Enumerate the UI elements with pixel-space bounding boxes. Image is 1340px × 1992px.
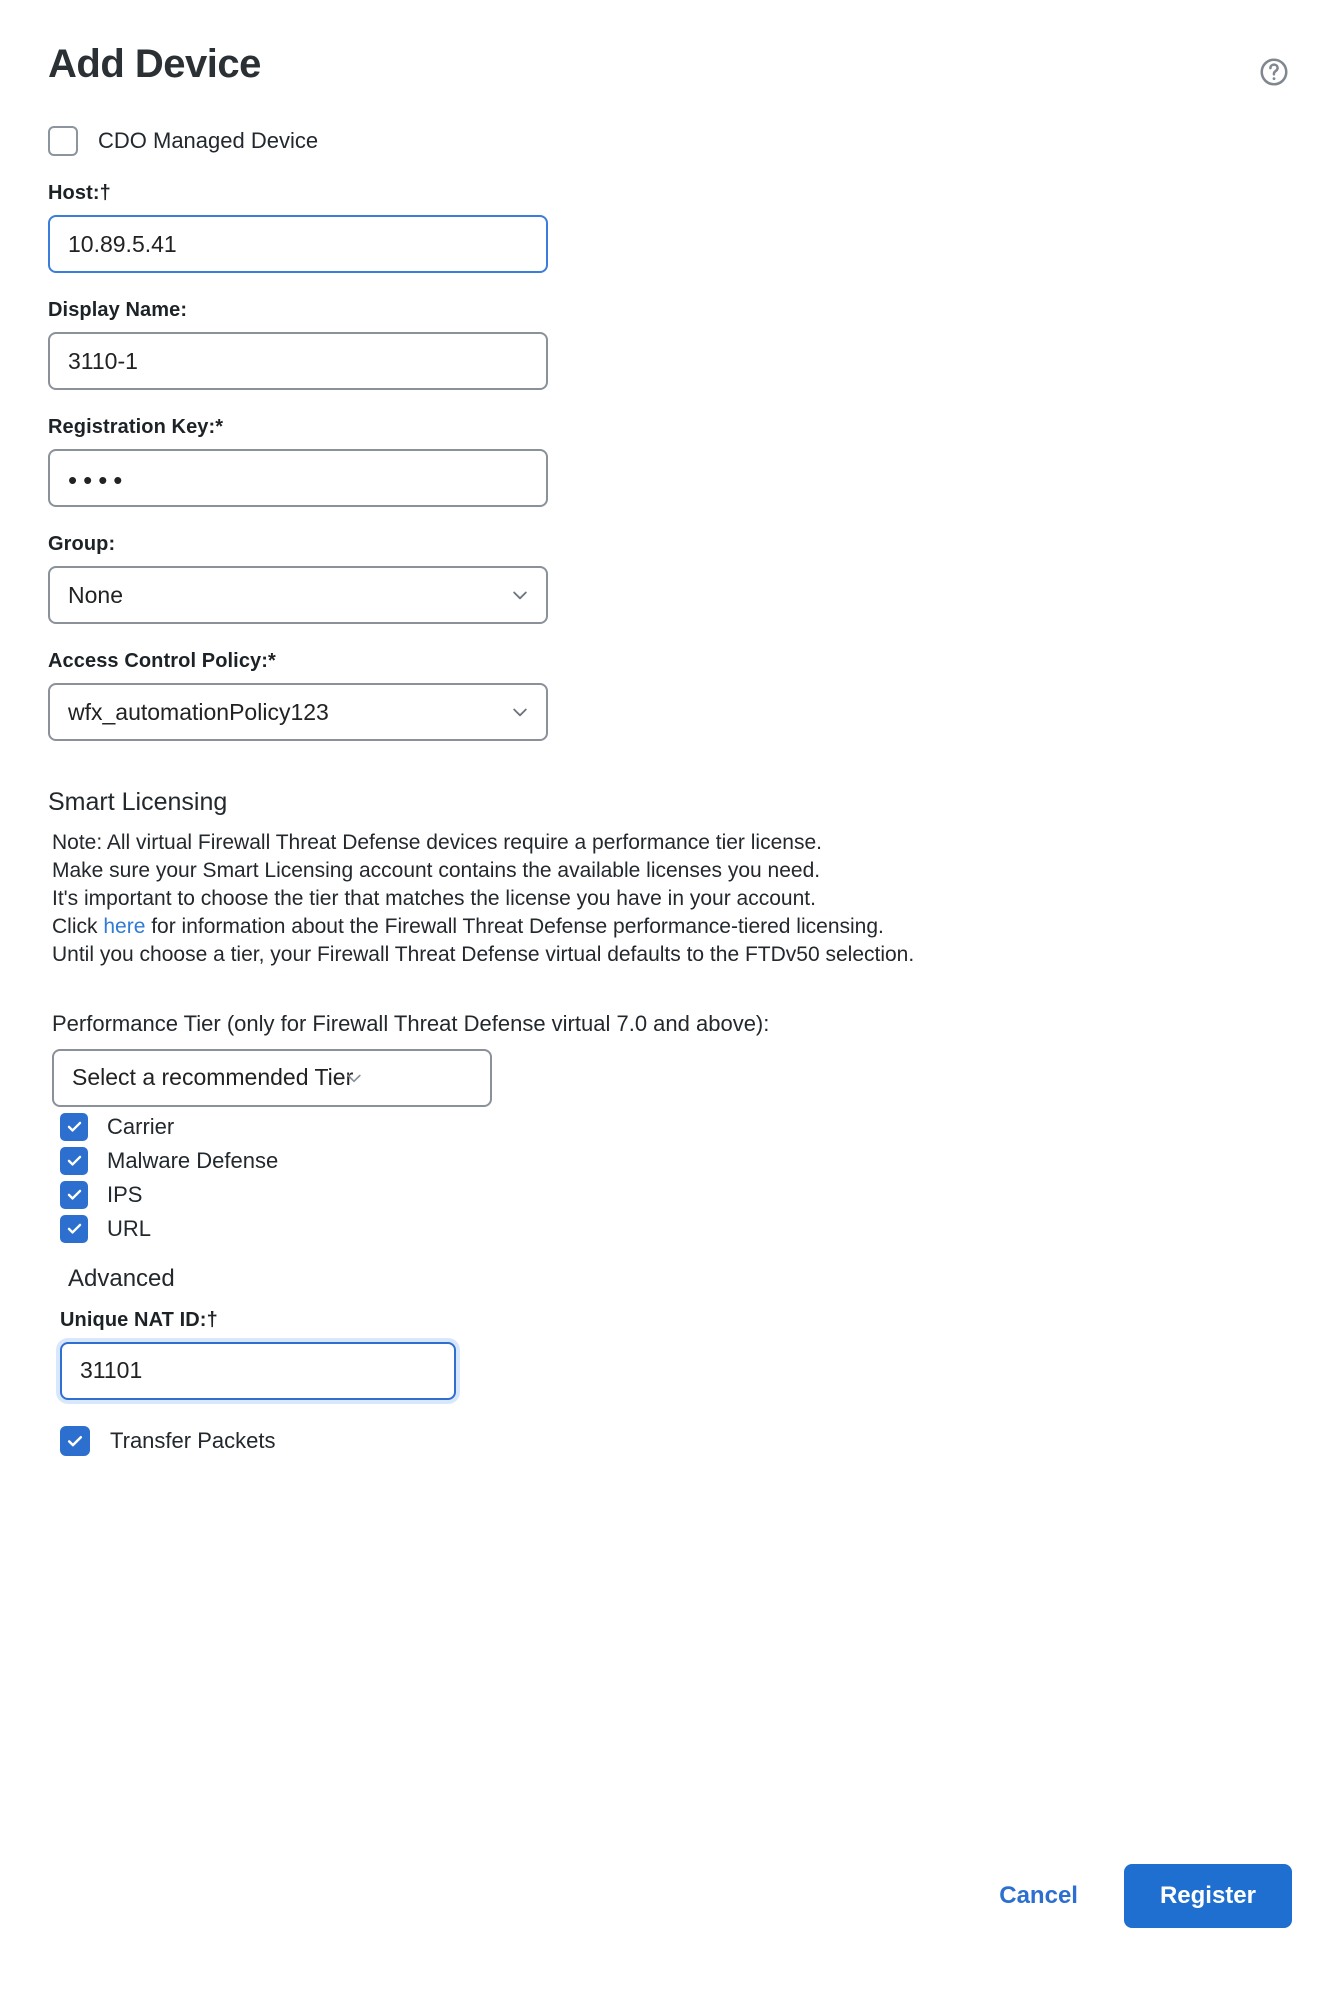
dialog-body (0, 126, 1340, 1456)
carrier-label: Carrier (107, 1113, 175, 1139)
transfer-packets-checkbox[interactable] (60, 1426, 90, 1456)
group-select-wrap (48, 566, 548, 624)
access-control-policy-label: Access Control Policy:* (48, 650, 276, 672)
note-click-suffix: for information about the Firewall Threat Defense performance-tiered licensing. (145, 914, 884, 938)
license-item-carrier[interactable] (60, 1113, 1292, 1141)
malware-defense-label: Malware Defense (107, 1147, 279, 1173)
performance-tier-label: Performance Tier (only for Firewall Threat Defense virtual 7.0 and above): (52, 1010, 770, 1036)
malware-defense-checkbox[interactable] (60, 1147, 88, 1175)
transfer-packets-label: Transfer Packets (110, 1427, 276, 1453)
dialog-header (0, 0, 1340, 88)
register-button[interactable]: Register (1124, 1864, 1292, 1928)
group-field-group (48, 533, 1292, 624)
transfer-packets-row[interactable] (48, 1426, 1292, 1456)
display-name-field-group (48, 299, 1292, 390)
unique-nat-id-label: Unique NAT ID:† (60, 1308, 218, 1331)
access-control-policy-select[interactable]: wfx_automationPolicy123 (48, 683, 548, 741)
license-item-url[interactable] (60, 1215, 1292, 1243)
note-line-1: Note: All virtual Firewall Threat Defense devices require a performance tier license. (52, 831, 822, 854)
host-field-group (48, 182, 1292, 273)
unique-nat-id-input[interactable] (60, 1342, 456, 1400)
registration-key-field-group (48, 416, 1292, 507)
unique-nat-id-field-group (48, 1309, 1292, 1400)
note-line-2: Make sure your Smart Licensing account contains the available licenses you need. (52, 858, 821, 882)
cdo-managed-device-label: CDO Managed Device (98, 128, 319, 153)
registration-key-input[interactable] (48, 449, 548, 507)
ips-label: IPS (107, 1181, 143, 1207)
performance-tiered-licensing-link[interactable]: here (103, 914, 146, 938)
performance-tier-select[interactable]: Select a recommended Tier (52, 1049, 492, 1107)
cancel-button[interactable]: Cancel (995, 1874, 1082, 1918)
host-input[interactable] (48, 215, 548, 273)
url-checkbox[interactable] (60, 1215, 88, 1243)
url-label: URL (107, 1215, 152, 1241)
ips-checkbox[interactable] (60, 1181, 88, 1209)
carrier-checkbox[interactable] (60, 1113, 88, 1141)
page-title: Add Device (48, 42, 261, 86)
note-line-5: Until you choose a tier, your Firewall Threat Defense virtual defaults to the FTDv50 selection. (52, 942, 915, 966)
help-circle-icon[interactable] (1258, 56, 1290, 88)
cdo-managed-device-checkbox[interactable] (48, 126, 78, 156)
registration-key-label: Registration Key:* (48, 416, 224, 438)
cdo-managed-device-row[interactable] (48, 126, 1292, 156)
advanced-section-toggle[interactable]: Advanced (68, 1264, 175, 1292)
access-control-policy-field-group (48, 650, 1292, 741)
performance-tier-select-wrap (52, 1049, 492, 1107)
license-item-malware-defense[interactable] (60, 1147, 1292, 1175)
license-checkbox-list (48, 1113, 1292, 1243)
note-line-3: It's important to choose the tier that matches the license you have in your account. (52, 886, 816, 910)
performance-tier-row (48, 1049, 1292, 1107)
display-name-label: Display Name: (48, 299, 188, 321)
note-click-prefix: Click (52, 914, 104, 938)
note-line-4 (52, 913, 1292, 941)
registration-key-value: •••• (68, 465, 129, 495)
group-label: Group: (48, 533, 116, 555)
access-control-policy-select-wrap (48, 683, 548, 741)
smart-licensing-note (48, 829, 1292, 969)
display-name-input[interactable] (48, 332, 548, 390)
smart-licensing-heading: Smart Licensing (48, 788, 228, 816)
license-item-ips[interactable] (60, 1181, 1292, 1209)
dialog-footer (995, 1864, 1292, 1928)
host-label: Host:† (48, 182, 111, 204)
group-select[interactable]: None (48, 566, 548, 624)
